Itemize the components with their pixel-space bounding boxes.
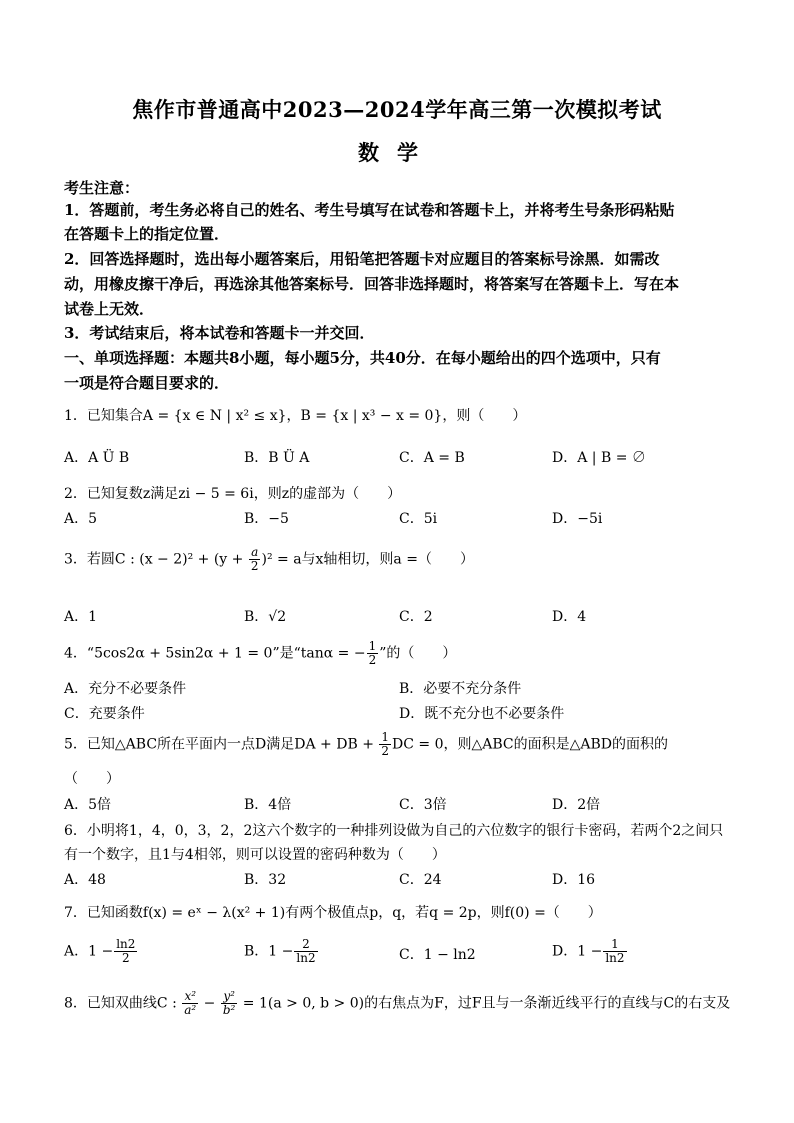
question-7-stem: 7．已知函数f(x) = eˣ − λ(x² + 1)有两个极值点p，q，若q = 2p，则f(0) =（ ） <box>64 905 602 921</box>
question-3-stem-part-1: 3．若圆C : (x − 2)² + (y + <box>64 551 248 568</box>
question-5-option-d: D．2倍 <box>552 797 601 813</box>
question-3-stem-part-2: )² = a与x轴相切，则a =（ ） <box>261 551 474 568</box>
question-2-option-d: D．−5i <box>552 511 603 527</box>
question-1-stem: 1．已知集合A = {x ∈ N | x² ≤ x}，B = {x | x³ − x = 0}，则（ ） <box>64 408 527 424</box>
question-4-option-c: C．充要条件 <box>64 706 145 722</box>
notice-item-2-line-2: 动，用橡皮擦干净后，再选涂其他答案标号．回答非选择题时，将答案写在答题卡上．写在本 <box>64 275 680 293</box>
question-2-stem: 2．已知复数z满足zi − 5 = 6i，则z的虚部为（ ） <box>64 486 402 502</box>
question-5-tail: （ ） <box>64 771 120 787</box>
question-6-line-1: 6．小明将1，4，0，3，2，2这六个数字的一种排列设做为自己的六位数字的银行卡密码，若两个2之间只 <box>64 823 724 839</box>
question-5-option-a: A．5倍 <box>64 797 112 813</box>
notice-item-3: 3．考试结束后，将本试卷和答题卡一并交回． <box>64 324 375 342</box>
question-4-stem <box>64 640 734 667</box>
question-8-x-fraction: $\frac{\text{x²}}{\text{a²}}$ <box>184 989 197 1017</box>
question-7-option-d: D．1 − $\frac{1}{\ln 2}$ <box>552 937 625 965</box>
question-5-stem <box>64 731 734 758</box>
exam-title: 焦作市普通高中2023—2024学年高三第一次模拟考试 <box>132 97 662 122</box>
question-3-fraction: $\frac{a}{2}$ <box>250 545 259 573</box>
section-1-line-2: 一项是符合题目要求的． <box>64 374 230 392</box>
question-4-option-a: A．充分不必要条件 <box>64 681 187 697</box>
question-1-option-c: C．A = B <box>399 450 465 466</box>
notice-heading: 考生注意： <box>64 179 140 197</box>
question-6-option-d: D．16 <box>552 872 596 888</box>
question-4-stem-part-2: ”的（ ） <box>379 645 457 662</box>
question-5-option-b: B．4倍 <box>244 797 292 813</box>
question-6-option-b: B．32 <box>244 872 287 888</box>
question-2-option-b: B．−5 <box>244 511 289 527</box>
question-1-option-b: B．B Ü A <box>244 450 310 466</box>
subject-title: 数学 <box>358 140 436 165</box>
question-6-option-a: A．48 <box>64 872 106 888</box>
question-3-option-c: C．2 <box>399 609 433 625</box>
notice-item-1-line-2: 在答题卡上的指定位置． <box>64 225 230 243</box>
question-7-option-b-fraction: $\frac{2}{\ln 2}$ <box>296 937 316 965</box>
question-7-option-d-fraction: $\frac{1}{\ln 2}$ <box>605 937 625 965</box>
question-1-option-d: D．A | B = ∅ <box>552 450 646 466</box>
question-8-stem: 8．已知双曲线C : $\frac{\text{x²}}{\text{a²}}$ − $\frac{\text{y²}}{\text{b²}}$ = 1(a > 0, b > 0)的右焦点为F，过F且与一条渐近线平行的直线与C的右支及 <box>64 989 731 1017</box>
question-5-option-c: C．3倍 <box>399 797 447 813</box>
notice-item-2-line-3: 试卷上无效． <box>64 300 155 318</box>
question-1-option-a: A．A Ü B <box>64 450 130 466</box>
question-7-option-b: B．1 − $\frac{2}{\ln 2}$ <box>244 937 316 965</box>
question-8-y-fraction: $\frac{\text{y²}}{\text{b²}}$ <box>222 989 236 1017</box>
question-4-stem-part-1: 4．“5cos2α + 5sin2α + 1 = 0”是“tanα = − <box>64 645 366 662</box>
question-6-option-c: C．24 <box>399 872 442 888</box>
question-4-fraction: $\frac{1}{2}$ <box>368 639 377 667</box>
question-2-option-c: C．5i <box>399 511 438 527</box>
question-3-option-d: D．4 <box>552 609 587 625</box>
notice-item-2-line-1: 2．回答选择题时，选出每小题答案后，用铅笔把答题卡对应题目的答案标号涂黑．如需改 <box>64 250 660 268</box>
question-3-option-a: A．1 <box>64 609 98 625</box>
question-3-option-b: B．√2 <box>244 609 287 625</box>
section-1-line-1: 一、单项选择题：本题共8小题，每小题5分，共40分．在每小题给出的四个选项中，只有 <box>64 349 661 367</box>
question-2-option-a: A．5 <box>64 511 98 527</box>
question-7-option-c: C．1 − ln2 <box>399 947 476 963</box>
question-7-option-a: A．1 − $\frac{\ln 2}{2}$ <box>64 937 136 965</box>
question-4-option-b: B．必要不充分条件 <box>399 681 522 697</box>
question-4-option-d: D．既不充分也不必要条件 <box>399 706 565 722</box>
notice-item-1-line-1: 1．答题前，考生务必将自己的姓名、考生号填写在试卷和答题卡上，并将考生号条形码粘贴 <box>64 201 675 219</box>
question-5-stem-part-2: DC = 0，则△ABC的面积是△ABD的面积的 <box>392 736 669 753</box>
question-3-stem <box>64 546 734 573</box>
question-6-line-2: 有一个数字，且1与4相邻，则可以设置的密码种数为（ ） <box>64 847 446 863</box>
question-5-fraction: $\frac{1}{2}$ <box>381 730 390 758</box>
question-5-stem-part-1: 5．已知△ABC所在平面内一点D满足DA + DB + <box>64 736 379 753</box>
question-7-option-a-fraction: $\frac{\ln 2}{2}$ <box>116 937 136 965</box>
